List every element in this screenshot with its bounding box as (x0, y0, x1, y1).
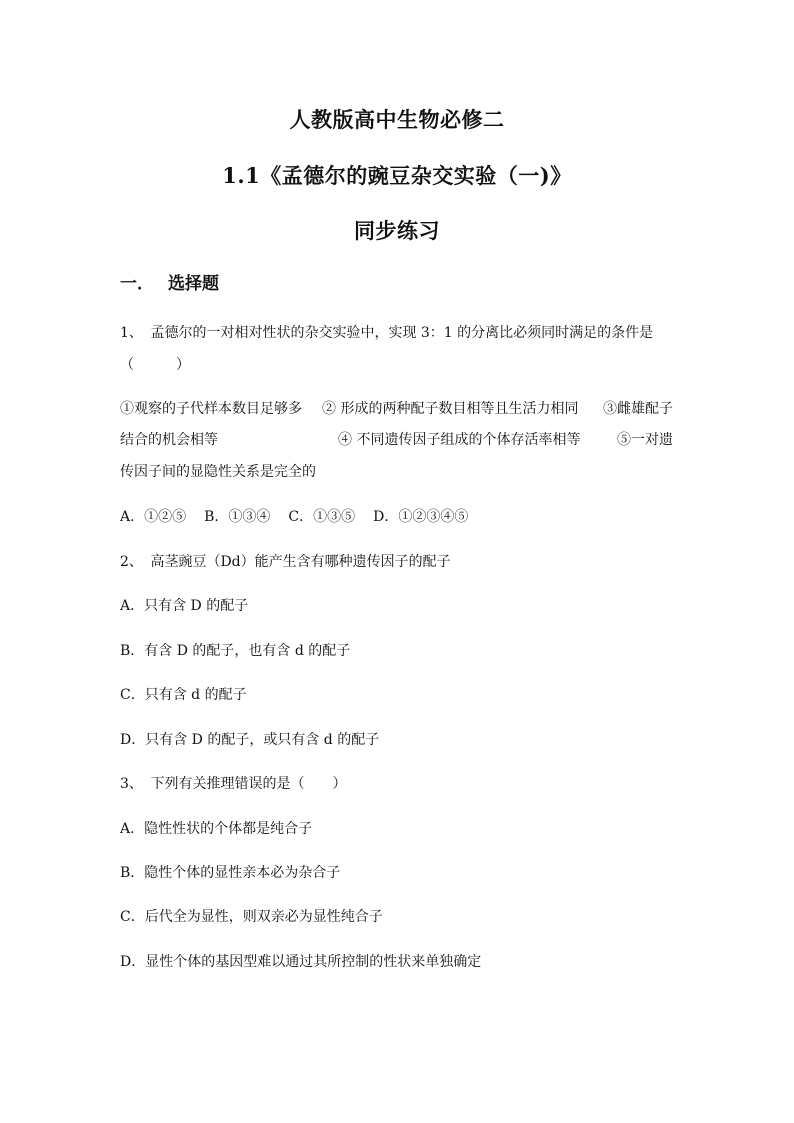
question-3-option-d: D．显性个体的基因型难以通过其所控制的性状来单独确定 (120, 954, 482, 970)
condition-2: ② 形成的两种配子数目相等且生活力相同 (322, 401, 579, 417)
option-b: B．①③④ (204, 509, 271, 525)
condition-3-start: ③雌雄配子 (603, 401, 673, 417)
question-1-blank: （ ） (120, 357, 190, 373)
condition-5-end: 传因子间的显隐性关系是完全的 (120, 464, 316, 480)
section-heading (120, 269, 219, 294)
question-2-option-c: C．只有含 d 的配子 (120, 687, 247, 703)
document-title: 人教版高中生物必修二 (289, 107, 505, 132)
option-d: D．①②③④⑤ (373, 509, 469, 525)
question-number: 3、 (120, 776, 143, 792)
question-text: 下列有关推理错误的是（ ） (150, 776, 347, 792)
question-2-option-d: D．只有含 D 的配子，或只有含 d 的配子 (120, 732, 380, 748)
question-1-conditions-line-1 (120, 398, 680, 418)
question-2-option-a: A．只有含 D 的配子 (120, 598, 249, 614)
question-1-stem (120, 322, 653, 342)
question-2-option-b: B．有含 D 的配子，也有含 d 的配子 (120, 643, 351, 659)
question-3-option-a: A．隐性性状的个体都是纯合子 (120, 821, 313, 837)
question-3-option-c: C．后代全为显性，则双亲必为显性纯合子 (120, 909, 383, 925)
question-3-option-b: B．隐性个体的显性亲本必为杂合子 (120, 865, 341, 881)
condition-3-end: 结合的机会相等 (120, 432, 218, 448)
condition-4: ④ 不同遗传因子组成的个体存活率相等 (338, 432, 581, 448)
section-number: 一． (120, 274, 154, 294)
question-text: 高茎豌豆（Dd）能产生含有哪种遗传因子的配子 (150, 554, 451, 570)
option-c: C．①③⑤ (288, 509, 356, 525)
question-text: 孟德尔的一对相对性状的杂交实验中，实现 3：1 的分离比必须同时满足的条件是 (150, 325, 654, 341)
question-number: 2、 (120, 554, 143, 570)
lesson-title: 1.1《孟德尔的豌豆杂交实验（一)》 (222, 163, 572, 188)
question-2-stem (120, 551, 451, 571)
exercise-title: 同步练习 (354, 218, 440, 243)
option-a: A．①②⑤ (120, 509, 187, 525)
condition-1: ①观察的子代样本数目足够多 (120, 401, 302, 417)
question-3-stem (120, 773, 346, 793)
section-title: 选择题 (168, 274, 219, 294)
condition-5-start: ⑤一对遗 (617, 432, 673, 448)
question-1-conditions-line-2 (120, 429, 680, 449)
question-1-options (120, 506, 486, 526)
question-number: 1、 (120, 325, 143, 341)
